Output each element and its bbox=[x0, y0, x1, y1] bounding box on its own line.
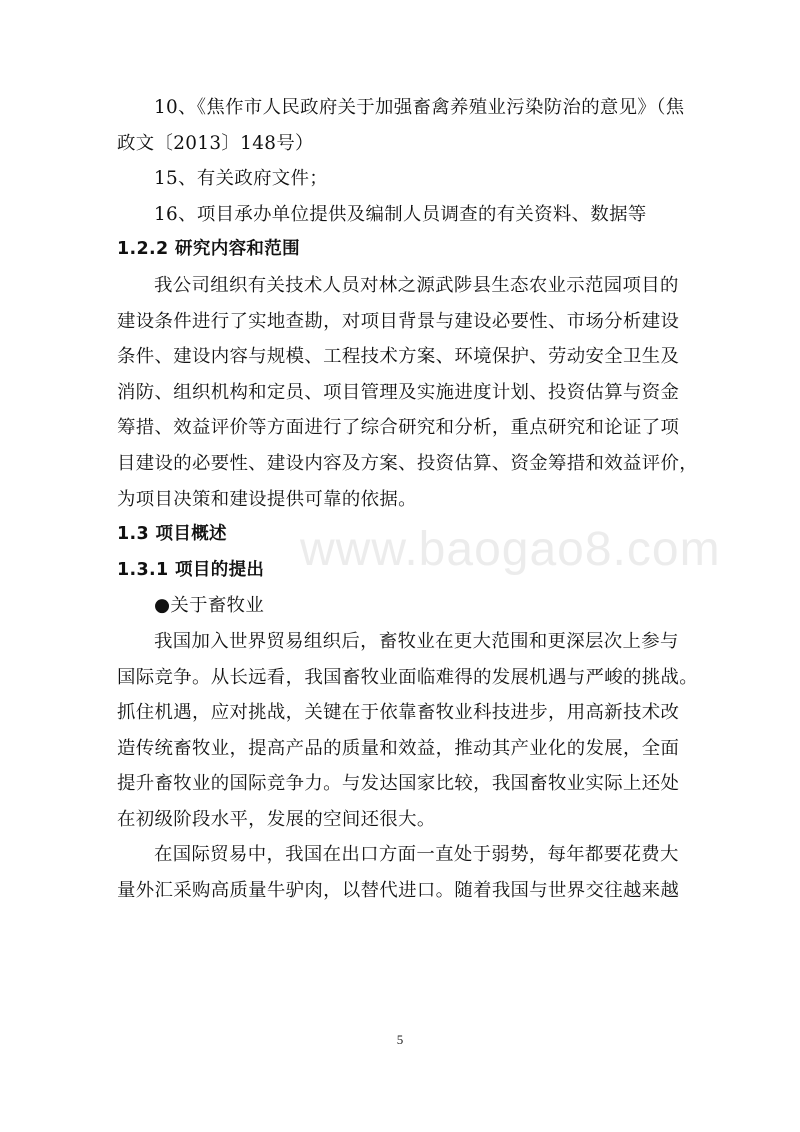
text-line: 政文〔2013〕148号） bbox=[117, 132, 314, 154]
text-line: 提升畜牧业的国际竞争力。与发达国家比较，我国畜牧业实际上还处 bbox=[117, 773, 680, 795]
text-line: 为项目决策和建设提供可靠的依据。 bbox=[117, 488, 417, 510]
page-number: 5 bbox=[396, 1032, 404, 1047]
text-line: 消防、组织机构和定员、项目管理及实施进度计划、投资估算与资金 bbox=[117, 381, 680, 403]
section-heading: 1.3.1 项目的提出 bbox=[117, 559, 265, 580]
text-line: 条件、建设内容与规模、工程技术方案、环境保护、劳动安全卫生及 bbox=[117, 346, 680, 368]
text-line: 在初级阶段水平，发展的空间还很大。 bbox=[117, 808, 436, 830]
text-line: 我公司组织有关技术人员对林之源武陟县生态农业示范园项目的 bbox=[154, 274, 679, 296]
text-line: 建设条件进行了实地查勘，对项目背景与建设必要性、市场分析建设 bbox=[117, 310, 680, 332]
text-line: ●关于畜牧业 bbox=[154, 595, 265, 617]
text-line: 我国加入世界贸易组织后，畜牧业在更大范围和更深层次上参与 bbox=[154, 630, 679, 652]
watermark-text: www.baogao8.com bbox=[300, 523, 721, 576]
text-line: 筹措、效益评价等方面进行了综合研究和分析，重点研究和论证了项 bbox=[117, 417, 680, 439]
text-line: 在国际贸易中，我国在出口方面一直处于弱势，每年都要花费大 bbox=[154, 844, 679, 866]
text-line: 目建设的必要性、建设内容及方案、投资估算、资金筹措和效益评价， bbox=[117, 452, 698, 474]
text-line: 16、项目承办单位提供及编制人员调查的有关资料、数据等 bbox=[154, 203, 647, 225]
section-heading: 1.3 项目概述 bbox=[117, 524, 227, 545]
section-heading: 1.2.2 研究内容和范围 bbox=[117, 239, 300, 260]
text-line: 量外汇采购高质量牛驴肉，以替代进口。随着我国与世界交往越来越 bbox=[117, 880, 680, 902]
text-line: 10、《焦作市人民政府关于加强畜禽养殖业污染防治的意见》（焦 bbox=[154, 97, 685, 118]
document-body bbox=[117, 90, 698, 909]
text-line: 抓住机遇，应对挑战，关键在于依靠畜牧业科技进步，用高新技术改 bbox=[117, 702, 680, 724]
text-line: 国际竞争。从长远看，我国畜牧业面临难得的发展机遇与严峻的挑战。 bbox=[117, 666, 698, 688]
text-line: 造传统畜牧业，提高产品的质量和效益，推动其产业化的发展，全面 bbox=[117, 737, 680, 759]
text-line: 15、有关政府文件； bbox=[154, 168, 329, 190]
